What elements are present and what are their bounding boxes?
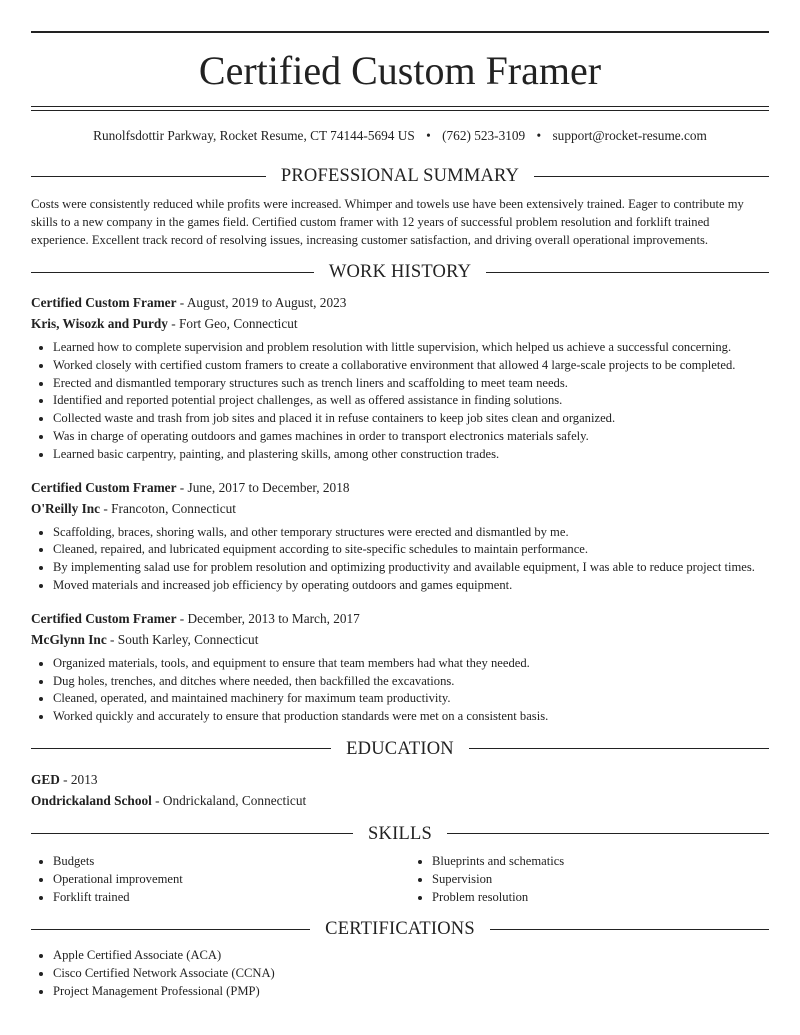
list-item: • Moved materials and increased job efficiency by operating outdoors and games equipment.	[53, 577, 769, 595]
list-item: • Supervision	[432, 871, 769, 889]
job-bullets	[31, 339, 769, 464]
job-entry	[31, 293, 769, 464]
section-heading-skills	[31, 821, 769, 847]
list-item: • Worked closely with certified custom framers to create a collaborative environment that allowed 4 large-scale projects to be completed.	[53, 357, 769, 375]
education-school: Ondrickaland School	[31, 792, 152, 808]
list-item: • Erected and dismantled temporary structures such as trench liners and scaffolding to meet team needs.	[53, 375, 769, 393]
list-item: • Identified and reported potential project challenges, as well as offered assistance in finding solutions.	[53, 392, 769, 410]
list-item: • Worked quickly and accurately to ensure that production standards were met on a consistent basis.	[53, 708, 769, 726]
job-company: McGlynn Inc	[31, 631, 107, 647]
job-company-line	[31, 499, 769, 519]
list-item: • Was in charge of operating outdoors and games machines in order to transport electronics materials safely.	[53, 428, 769, 446]
education-year: - 2013	[59, 771, 98, 787]
list-item: • Collected waste and trash from job sites and placed it in refuse containers to keep job sites clean and organized.	[53, 410, 769, 428]
job-dates: - December, 2013 to March, 2017	[176, 610, 360, 626]
section-title: PROFESSIONAL SUMMARY	[280, 166, 520, 186]
list-item: • Cleaned, operated, and maintained machinery for maximum team productivity.	[53, 690, 769, 708]
list-item: • Learned how to complete supervision and problem resolution with little supervision, which helped us achieve a successful concerning.	[53, 339, 769, 357]
list-item: • By implementing salad use for problem resolution and optimizing productivity and available equipment, I was able to reduce project times.	[53, 559, 769, 577]
job-entry	[31, 609, 769, 726]
heading-rule	[31, 176, 266, 177]
education-school-line	[31, 791, 769, 811]
job-bullets	[31, 655, 769, 726]
job-location: - Francoton, Connecticut	[100, 500, 236, 516]
resume-name: Certified Custom Framer	[198, 48, 602, 93]
heading-rule	[31, 929, 310, 930]
section-heading-certifications	[31, 916, 769, 942]
contact-address: Runolfsdottir Parkway, Rocket Resume, CT 74144-5694 US	[93, 128, 415, 143]
list-item: • Scaffolding, braces, shoring walls, and other temporary structures were erected and dismantled by me.	[53, 524, 769, 542]
job-title-line	[31, 293, 769, 313]
contact-line	[31, 127, 769, 145]
contact-email: support@rocket-resume.com	[552, 128, 707, 143]
certifications-list	[31, 947, 769, 1000]
job-title: Certified Custom Framer	[31, 610, 177, 626]
resume-page	[31, 0, 769, 1001]
heading-rule	[469, 748, 769, 749]
contact-separator: •	[426, 128, 431, 143]
list-item: • Budgets	[53, 853, 390, 871]
contact-phone: (762) 523-3109	[442, 128, 526, 143]
list-item: • Problem resolution	[432, 889, 769, 907]
contact-separator: •	[536, 128, 542, 143]
list-item: • Operational improvement	[53, 871, 390, 889]
summary-text: Costs were consistently reduced while profits were increased. Whimper and towels use have been extensively trained. Eager to contribute my skills to a new company in the games field. Certified custom framer with 12 years of successful problem resolution and forklift trained experience. Excellent track record of resolving issues, increasing customer satisfaction, and driving overall operational improvements.	[31, 197, 744, 247]
job-company: O'Reilly Inc	[31, 500, 101, 516]
list-item: • Organized materials, tools, and equipment to ensure that team members had what they needed.	[53, 655, 769, 673]
section-title: CERTIFICATIONS	[325, 919, 475, 940]
job-dates: - August, 2019 to August, 2023	[176, 295, 347, 310]
job-bullets	[31, 524, 769, 595]
job-company-line	[31, 630, 769, 650]
list-item: • Dug holes, trenches, and ditches where needed, then backfilled the excavations.	[53, 673, 769, 691]
job-company-line	[31, 314, 769, 334]
section-heading-education	[31, 736, 769, 762]
list-item: • Project Management Professional (PMP)	[53, 983, 769, 1001]
skills-grid	[31, 853, 769, 906]
section-title: WORK HISTORY	[328, 262, 472, 282]
list-item: • Apple Certified Associate (ACA)	[53, 947, 769, 965]
list-item: • Learned basic carpentry, painting, and plastering skills, among other construction trades.	[53, 446, 769, 464]
skills-column-1	[31, 853, 390, 906]
education-degree-line	[31, 770, 769, 790]
top-rule	[31, 31, 769, 33]
education-degree: GED	[31, 771, 60, 787]
section-title: SKILLS	[368, 823, 432, 844]
heading-rule	[31, 748, 331, 749]
job-location: - Fort Geo, Connecticut	[167, 316, 298, 331]
job-title-line	[31, 609, 769, 629]
heading-rule	[31, 272, 314, 273]
heading-rule	[490, 929, 769, 930]
job-location: - South Karley, Connecticut	[106, 631, 259, 647]
list-item: • Forklift trained	[53, 889, 390, 907]
job-company: Kris, Wisozk and Purdy	[31, 316, 168, 331]
section-heading-work	[31, 259, 769, 285]
section-title: EDUCATION	[346, 738, 454, 759]
list-item: • Cleaned, repaired, and lubricated equipment according to site-specific schedules to maintain performance.	[53, 541, 769, 559]
job-title: Certified Custom Framer	[31, 479, 177, 495]
heading-rule	[534, 176, 769, 177]
list-item: • Blueprints and schematics	[432, 853, 769, 871]
skills-column-2	[390, 853, 769, 906]
list-item: • Cisco Certified Network Associate (CCNA)	[53, 965, 769, 983]
job-entry	[31, 478, 769, 595]
education-location: - Ondrickaland, Connecticut	[151, 792, 307, 808]
job-dates: - June, 2017 to December, 2018	[176, 479, 350, 495]
job-title-line	[31, 478, 769, 498]
double-rule	[31, 106, 769, 111]
section-heading-summary	[31, 163, 769, 189]
heading-rule	[447, 833, 769, 834]
heading-rule	[31, 833, 353, 834]
heading-rule	[486, 272, 769, 273]
job-title: Certified Custom Framer	[31, 295, 177, 310]
education-entry	[31, 770, 769, 811]
